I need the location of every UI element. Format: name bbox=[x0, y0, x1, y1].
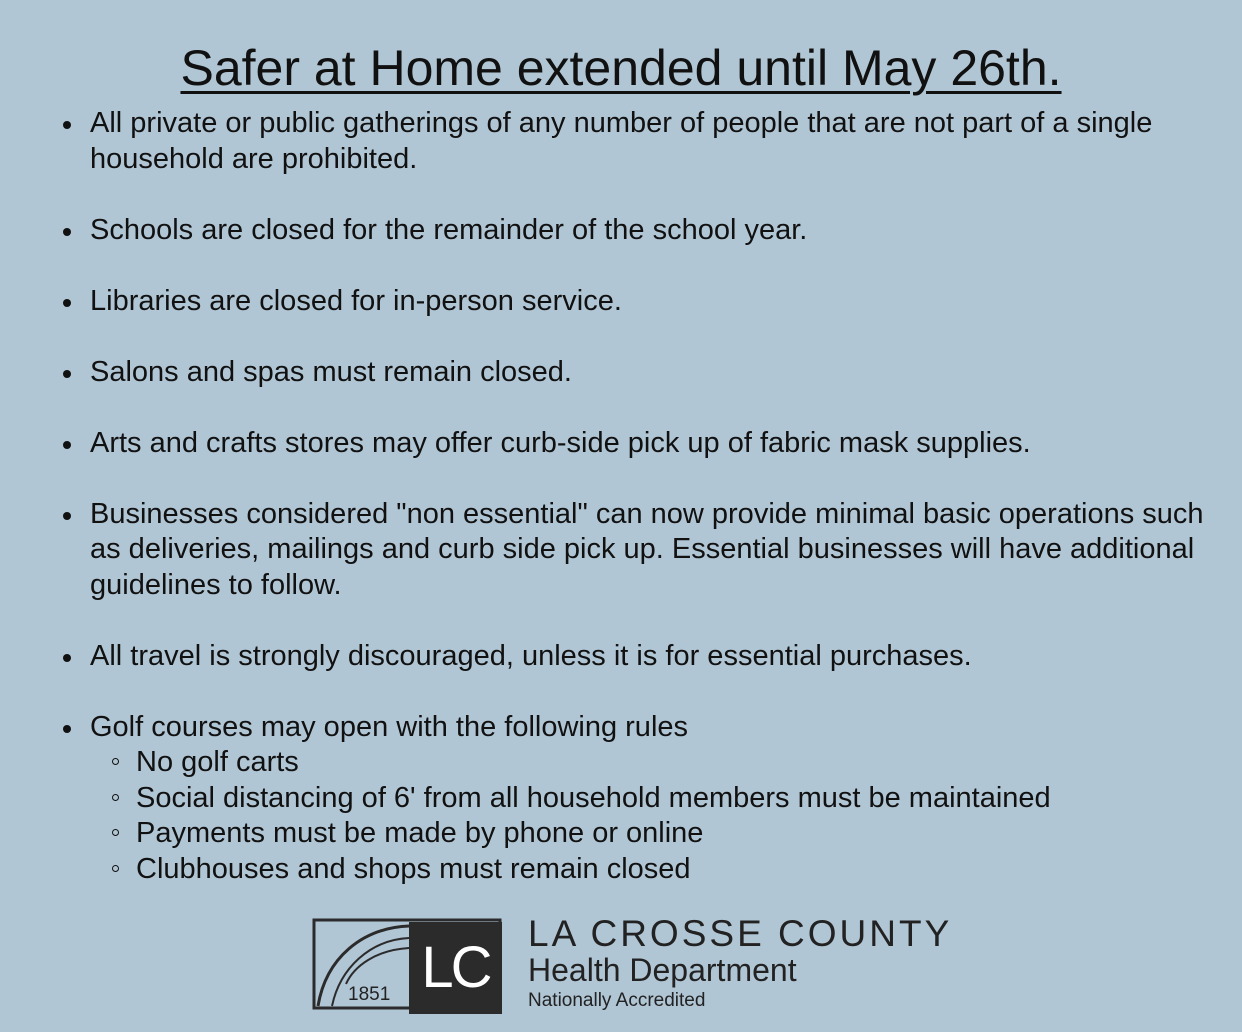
list-item-travel: All travel is strongly discouraged, unless it is for essential purchases. bbox=[90, 639, 1220, 675]
list-item-gatherings: All private or public gatherings of any number of people that are not part of a single household are prohibited. bbox=[90, 106, 1220, 177]
logo-department-name: Health Department bbox=[528, 952, 797, 988]
golf-rule-item: Clubhouses and shops must remain closed bbox=[136, 852, 1220, 888]
golf-rule-item: No golf carts bbox=[136, 745, 1220, 781]
golf-heading: Golf courses may open with the following rules bbox=[90, 710, 689, 743]
golf-rules-list bbox=[90, 745, 1220, 887]
list-item-golf bbox=[90, 710, 1220, 888]
list-item-businesses: Businesses considered "non essential" can now provide minimal basic operations such as deliveries, mailings and curb side pick up. Essential businesses will have additional guidelines to follow. bbox=[90, 497, 1220, 604]
health-department-logo bbox=[312, 914, 952, 1014]
logo-county-name: LA CROSSE COUNTY bbox=[528, 913, 953, 954]
golf-rule-item: Social distancing of 6' from all household members must be maintained bbox=[136, 781, 1220, 817]
logo-mark bbox=[312, 918, 502, 1010]
list-item-schools: Schools are closed for the remainder of the school year. bbox=[90, 213, 1220, 249]
logo-initials: LC bbox=[409, 922, 502, 1014]
logo-accreditation: Nationally Accredited bbox=[528, 990, 706, 1011]
page-title-text: Safer at Home extended until May 26th. bbox=[180, 40, 1062, 96]
announcement-list bbox=[0, 106, 1220, 923]
list-item-salons: Salons and spas must remain closed. bbox=[90, 355, 1220, 391]
golf-rule-item: Payments must be made by phone or online bbox=[136, 816, 1220, 852]
logo-year: 1851 bbox=[348, 984, 391, 1005]
page-title bbox=[0, 38, 1242, 98]
list-item-libraries: Libraries are closed for in-person service. bbox=[90, 284, 1220, 320]
list-item-arts-crafts: Arts and crafts stores may offer curb-side pick up of fabric mask supplies. bbox=[90, 426, 1220, 462]
